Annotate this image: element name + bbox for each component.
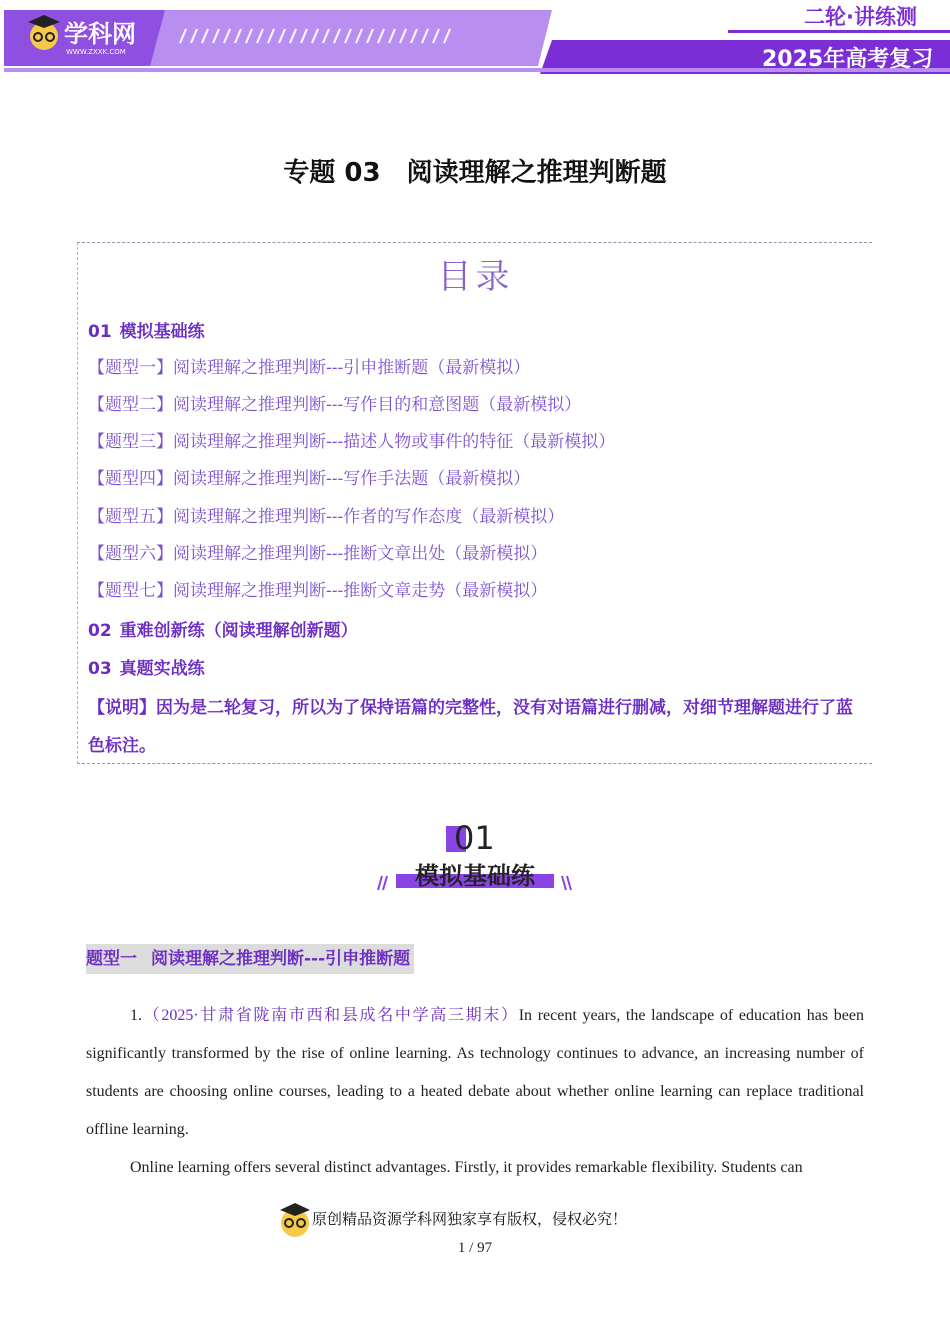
question-source: （2025·甘肃省陇南市西和县成名中学高三期末） — [142, 1007, 519, 1024]
toc-item-4[interactable]: 【题型四】阅读理解之推理判断---写作手法题（最新模拟） — [88, 469, 531, 489]
slash-left-icon — [378, 876, 387, 890]
toc-section-2-label: 重难创新练（阅读理解创新题） — [119, 621, 358, 641]
logo-text: 学科网 — [64, 20, 136, 48]
header-banner — [0, 0, 950, 80]
toc-item-1[interactable]: 【题型一】阅读理解之推理判断---引申推断题（最新模拟） — [88, 358, 531, 378]
toc-item-3[interactable]: 【题型三】阅读理解之推理判断---描述人物或事件的特征（最新模拟） — [88, 432, 616, 452]
section-badge — [370, 812, 580, 902]
toc-section-2-num: 02 — [88, 621, 112, 641]
toc-note: 【说明】因为是二轮复习，所以为了保持语篇的完整性，没有对语篇进行删减，对细节理解题进行了蓝色标注。 — [88, 698, 853, 756]
toc-item-5[interactable]: 【题型五】阅读理解之推理判断---作者的写作态度（最新模拟） — [88, 507, 565, 527]
footer-copyright: 原创精品资源学科网独家享有版权，侵权必究！ — [312, 1210, 628, 1228]
toc-section-2[interactable] — [88, 616, 358, 641]
toc-section-3-label: 真题实战练 — [119, 659, 205, 679]
type-heading — [86, 944, 414, 974]
year-label: 2025年高考复习 — [762, 47, 934, 72]
type-heading-prefix: 题型一 — [86, 949, 137, 969]
page-number: 1 / 97 — [457, 1240, 493, 1256]
slash-right-icon — [562, 876, 571, 890]
document-title: 专题 03 阅读理解之推理判断题 — [283, 158, 667, 188]
toc-item-6[interactable]: 【题型六】阅读理解之推理判断---推断文章出处（最新模拟） — [88, 544, 548, 564]
type-heading-text: 阅读理解之推理判断---引申推断题 — [151, 949, 411, 969]
section-badge-label: 模拟基础练 — [415, 862, 535, 890]
series-label: 二轮·讲练测 — [804, 5, 917, 29]
question-paragraph-1 — [86, 997, 864, 1149]
toc-heading: 目录 — [437, 257, 514, 297]
logo-url: WWW.ZXXK.COM — [66, 48, 126, 56]
toc-item-2[interactable]: 【题型二】阅读理解之推理判断---写作目的和意图题（最新模拟） — [88, 395, 582, 415]
toc-section-1-label: 模拟基础练 — [119, 322, 205, 342]
question-number: 1. — [130, 1007, 142, 1024]
toc-section-3[interactable] — [88, 654, 205, 679]
toc-box — [77, 242, 872, 764]
toc-section-1[interactable] — [88, 317, 205, 342]
question-paragraph-2: Online learning offers several distinct advantages. Firstly, it provides remarkable flexibility. Students can — [130, 1159, 803, 1176]
footer-logo-icon — [278, 1200, 312, 1240]
section-badge-num: 01 — [454, 819, 495, 857]
toc-section-3-num: 03 — [88, 659, 112, 679]
toc-section-1-num: 01 — [88, 322, 112, 342]
toc-item-7[interactable]: 【题型七】阅读理解之推理判断---推断文章走势（最新模拟） — [88, 581, 548, 601]
question-para1-text: In recent years, the landscape of education has been significantly transformed by the rise of online learning. As technology continues to advance, an increasing number of students are choosing online courses, leading to a heated debate about whether online learning can replace traditional offline learning. — [86, 1007, 864, 1138]
